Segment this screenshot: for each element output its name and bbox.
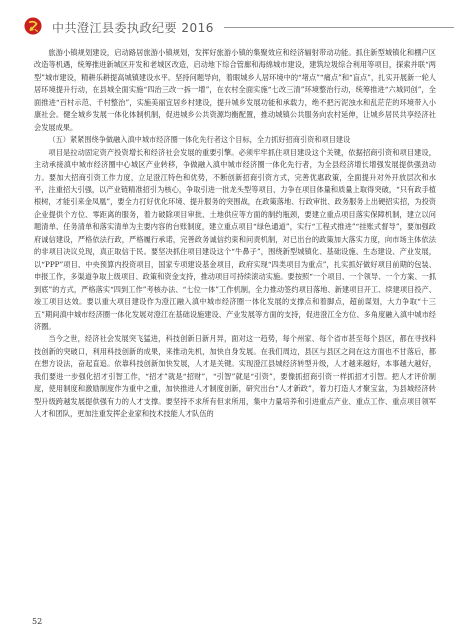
page-header: [24, 16, 444, 38]
header-rule: [224, 27, 454, 28]
body-text: [34, 47, 436, 421]
party-emblem-icon: [24, 17, 42, 35]
paragraph: 旅游小镇规划建设，启动路居旅游小镇规划，发挥好旅游小镇的集聚效应和经济辐射带动功能。抓住新型城镇化和棚户区改造等机遇，统筹推进新城区开发和老城区改造，启动地下综合管廊和海绵城市建设，建筑垃圾综合利用等项目，探索并联“两型”城市建设，精耕乐耕提高城镇建设水平。坚持问题导向，着眼城乡人居环境中的“堵点”“痛点”和“盲点”，扎实开展新一轮人居环境提升行动，在县城全面实施“四治三改一拆一增”，在农村全面实施“七改三清”环境整治行动，统筹推进“六城同创”，全面推进“百村示范、千村整治”，实施美丽宜居乡村建设，提升城乡发展功能和承载力，绝不把污泥浊水和乱茫茫的环境带入小康社会。健全城乡发展一体化体制机制，促进城乡公共资源均衡配置，推动城镇公共服务向农村延伸，让城乡居民共享经济社会发展成果。: [34, 48, 436, 132]
running-header-title: 中共澄江县委执政纪要 2016: [52, 21, 214, 35]
page-number: 52: [32, 617, 43, 626]
paragraph: 项目是拉动固定资产投资增长和经济社会发展的重要引擎。必须牢牢抓住项目建设这个关键，依据招商引资和项目建设，主动承接滇中城市经济圈中心城区产业转移，争做融入滇中城市经济圈一体化先行者，为全县经济增长增强发展提供强劲动力。要加大招商引资工作力度，立足澄江特色和优势，不断创新招商引资方式，完善优惠政策，全面提升对外开放层次和水平，注重招大引强，以产业链精准招引为核心，争取引进一批龙头型等项目，力争在项目体量和质量上取得突破，“只有政手植根树，才能引来金凤凰”，要全力打好优化环境、提升服务的突围战，在政策落地、行政审批、政务服务上出硬招实招，为投资企业提供个方位、零距离的服务，着力破除项目审批、土地供应等方面的制约瓶颈，要建立重点项目落实保障机制，建立以问题清单、任务清单和落实清单为主要内容的台账制度，建立重点项目“绿色通道”，实行“工程式推进”“挂账式督导”，要加强政府诚信建设，严格依法行政，严格履行承诺，完善政务诚信约束和问责机制，对已出台的政策加大落实力度，向市场主体依法的非项目决议兑现，真正取信于民。要坚决抓住项目建设这个“牛鼻子”，围绕新型城镇化、基础设施、生态建设、产业发展，以“PPP”项目、中央预算内投资项目，国家专项建设基金项目，政府实现“四类项目为重点”，扎实抓好做好项目前期的包装、申报工作，多渠道争取上级项目、政策和资金支持，推动项目可持续滚动实施。要按照“一个项目、一个领导、一个方案、一抓到底”的方式，严格落实“四到工作”考核办法、“七位一体”工作机制，全力推动签约项目落地、新建项目开工、续建项目投产、竣工项目达效。要以重大项目建设作为澄江融入滇中城市经济圈一体化发展的支撑点和着脚点，超前谋划，大力争取“十三五”期间滇中城市经济圈一体化发展对澄江在基础设施建设、产业发展等方面的支持，促进澄江全方位、多角度融入滇中城市经济圈。: [34, 147, 436, 331]
paragraph: 当今之世，经济社会发展突飞猛进，科技创新日新月异，面对这一趋势，每个州家、每个省市甚至每个县区，都在寻找科技创新的突破口，利用科技创新的成果，来推动先机，加快自身发展。在我们周边，县区与县区之间在这方面也不甘落后，都在想方设法，奋起直追。依靠科技创新加快发展，人才是关键。实现澄江县城经济转型升级，人才越来越好，本事越大越好，我们要进一步强化招才引智工作，“招才”就是“招财”，“引智”就是“引资”，要像抓招商引资一样抓招才引智。把人才评价制度，使用制度和激励制度作为重中之重，加快推进人才制度创新，研究出台“人才新政”，着力打造人才聚宝盆，为县城经济转型升级跨越发展提供强有力的人才支撑。要坚持不求所有但求所用，集中力量培养和引进重点产业、重点工作、重点项目领军人才和团队，更加注重发挥企业家和技术技能人才队伍的: [34, 334, 436, 419]
section-heading: （五）紧紧围绕争做融入滇中城市经济圈一体化先行者这个目标，全力抓好招商引资和项目建设: [48, 135, 351, 145]
